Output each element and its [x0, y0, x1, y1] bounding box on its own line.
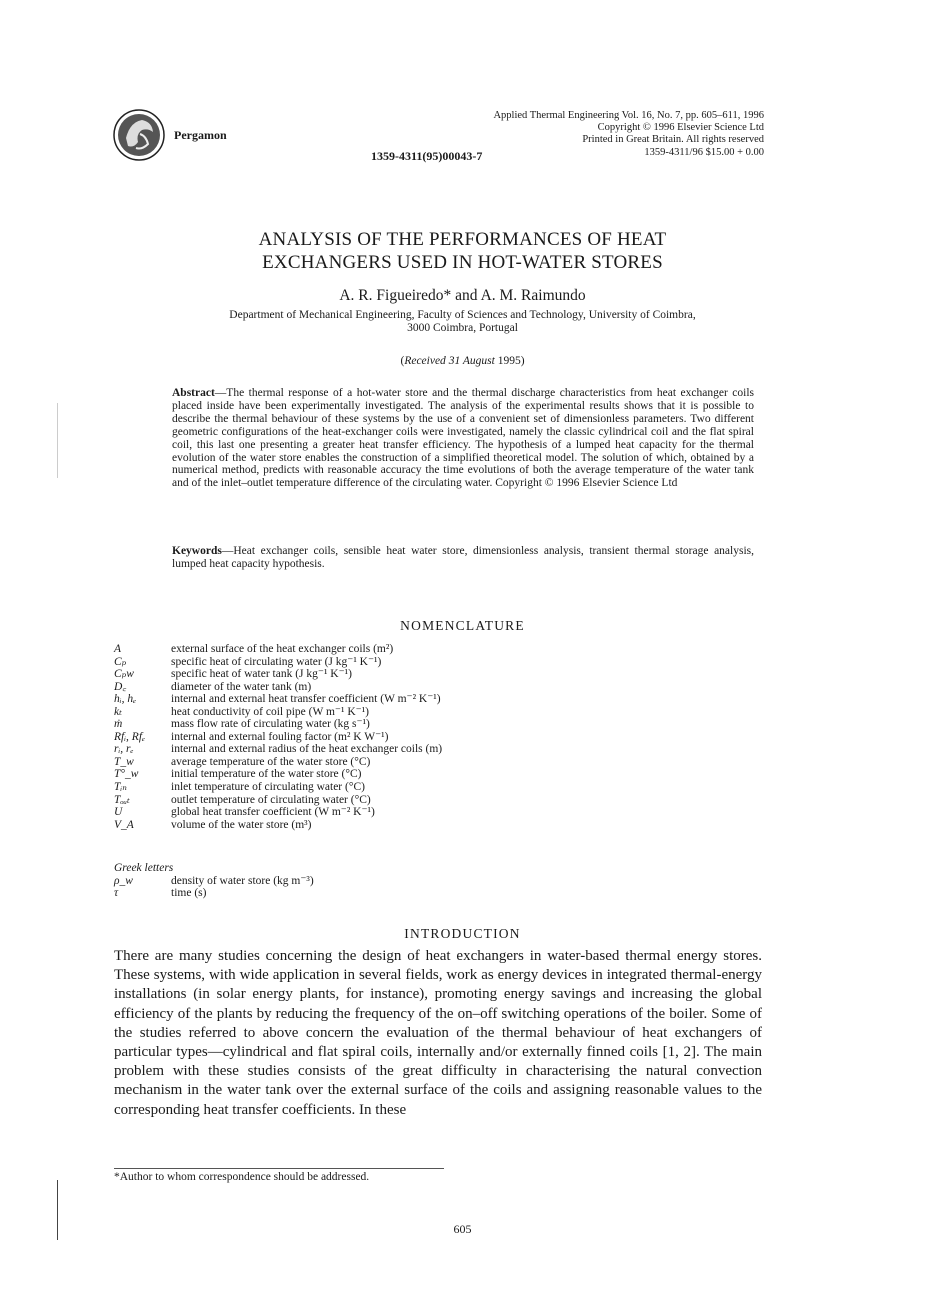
symbol: A [114, 643, 122, 655]
abstract-text: The thermal response of a hot-water store and the thermal discharge characteristics from heat exchanger coils placed inside have been experimentally investigated. The analysis of the experimental results shows that it is possible to describe the thermal behaviour of these systems by the use of a convenient set of dimensionless parameters. Two different geometric configurations of the heat-exchanger coils were investigated, namely the classic cylindrical coil and the flat spiral coil, this last one presenting a greater heat transfer efficiency. The hypothesis of a lumped heat capacity for the thermal evolution of the water store enables the construction of a simplified theoretical model. The solution of which, obtained by a numerical method, predicts with reasonable accuracy the time evolutions of both the average temperature of the water tank and of the inlet–outlet temperature difference of the circulating water. Copyright © 1996 Elsevier Science Ltd [172, 387, 754, 490]
article-id: 1359-4311(95)00043-7 [371, 149, 483, 163]
definition: mass flow rate of circulating water (kg s⁻¹) [171, 718, 370, 731]
symbol: τ [114, 887, 119, 900]
affiliation [170, 309, 755, 335]
nomenclature-row [114, 743, 442, 756]
symbol: Tₒᵤₜ [114, 793, 130, 806]
definition: global heat transfer coefficient (W m⁻² K⁻¹) [171, 806, 375, 819]
greek-row [114, 875, 314, 888]
definition: volume of the water store (m³) [171, 818, 312, 831]
affiliation-line-2: 3000 Coimbra, Portugal [407, 322, 518, 334]
definition: external surface of the heat exchanger coils (m²) [171, 643, 394, 655]
footnote-rule [114, 1168, 444, 1169]
symbol: Cₚ [114, 655, 127, 668]
introduction-heading: INTRODUCTION [404, 926, 521, 941]
greek-row [114, 887, 314, 900]
greek-letters [114, 862, 314, 900]
title-line-1: ANALYSIS OF THE PERFORMANCES OF HEAT [258, 229, 667, 250]
nomenclature-row [114, 794, 442, 807]
nomenclature-row [114, 819, 442, 832]
journal-citation: Applied Thermal Engineering Vol. 16, No. 7, pp. 605–611, 1996 [493, 110, 764, 121]
nomenclature-row [114, 806, 442, 819]
definition: diameter of the water tank (m) [171, 680, 312, 693]
nomenclature-heading: NOMENCLATURE [400, 618, 525, 633]
nomenclature-row [114, 718, 442, 731]
nomenclature-row [114, 681, 442, 694]
definition: internal and external radius of the heat exchanger coils (m) [171, 743, 443, 756]
symbol: T_w [114, 755, 134, 768]
journal-info [493, 110, 764, 159]
page-number: 605 [453, 1222, 472, 1236]
nomenclature-row [114, 656, 442, 669]
nomenclature-row [114, 768, 442, 781]
received-year: 1995 [497, 355, 521, 367]
keywords: Keywords—Heat exchanger coils, sensible heat water store, dimensionless analysis, transient thermal storage analysis, lumped heat capacity hypothesis. [172, 545, 754, 570]
affiliation-line-1: Department of Mechanical Engineering, Faculty of Sciences and Technology, University of Coimbra, [229, 309, 696, 321]
title-line-2: EXCHANGERS USED IN HOT-WATER STORES [262, 252, 663, 273]
symbol: U [114, 806, 123, 819]
nomenclature-row [114, 756, 442, 769]
publisher-name: Pergamon [174, 128, 227, 142]
symbol: Tᵢₙ [114, 781, 127, 794]
definition: initial temperature of the water store (°C) [171, 768, 362, 781]
symbol: ṁ [114, 718, 123, 731]
nomenclature-row [114, 706, 442, 719]
keywords-text: Heat exchanger coils, sensible heat water store, dimensionless analysis, transient thermal storage analysis, lumped heat capacity hypothesis. [172, 545, 754, 570]
definition: density of water store (kg m⁻³) [171, 874, 314, 887]
nomenclature-row [114, 731, 442, 744]
symbol: Rfᵢ, Rfₑ [114, 730, 146, 743]
symbol: hᵢ, hₑ [114, 693, 137, 706]
definition: specific heat of circulating water (J kg⁻¹ K⁻¹) [171, 655, 382, 668]
definition: internal and external heat transfer coefficient (W m⁻² K⁻¹) [171, 693, 441, 706]
nomenclature-row [114, 643, 442, 656]
authors: A. R. Figueiredo* and A. M. Raimundo [339, 287, 586, 304]
footnote: *Author to whom correspondence should be addressed. [114, 1171, 370, 1183]
paper-title [0, 228, 925, 274]
abstract-label: Abstract [172, 387, 215, 399]
scan-margin-line [57, 1180, 58, 1240]
price-line: 1359-4311/96 $15.00 + 0.00 [644, 146, 764, 158]
symbol: rᵢ, rₑ [114, 743, 134, 756]
received-day: 31 August [448, 355, 495, 367]
copyright-line: Copyright © 1996 Elsevier Science Ltd [597, 122, 764, 134]
nomenclature-row [114, 781, 442, 794]
introduction-text: There are many studies concerning the design of heat exchangers in water-based thermal energy stores. These systems, with wide application in several fields, work as energy devices in integrated thermal-energy installations (in solar energy plants, for instance), promoting energy savings and increasing the global efficiency of the plants by reducing the frequency of the on–off switching operations of the boiler. Some of the studies referred to above concern the evaluation of the thermal behaviour of heat exchangers of particular types—cylindrical and flat spiral coils, internally and/or externally finned coils [1, 2]. The main problem with these studies consists of the great difficulty in characterising the natural convection mechanism in the water tank over the external surface of the coils and assigning reasonable values to the corresponding heat transfer coefficients. In these [114, 948, 762, 1118]
symbol: kₜ [114, 705, 122, 718]
symbol: T°_w [114, 768, 139, 781]
symbol: ρ_w [114, 874, 133, 887]
symbol: V_A [114, 818, 134, 831]
definition: internal and external fouling factor (m² K W⁻¹) [171, 730, 389, 743]
pergamon-logo [112, 108, 166, 162]
nomenclature-list [114, 643, 442, 831]
keywords-label: Keywords [172, 545, 222, 557]
printed-line: Printed in Great Britain. All rights reserved [582, 134, 764, 146]
scan-margin-mark [57, 403, 58, 478]
greek-heading: Greek letters [114, 862, 174, 874]
definition: heat conductivity of coil pipe (W m⁻¹ K⁻¹) [171, 705, 369, 718]
nomenclature-row [114, 668, 442, 681]
definition: outlet temperature of circulating water (°C) [171, 793, 371, 806]
symbol: Cₚw [114, 668, 134, 681]
definition: average temperature of the water store (°C) [171, 755, 371, 768]
symbol: D꜀ [114, 680, 127, 693]
abstract: Abstract—The thermal response of a hot-water store and the thermal discharge characteristics from heat exchanger coils placed inside have been experimentally investigated. The analysis of the experimental results shows that it is possible to describe the thermal behaviour of these systems by the use of a convenient set of dimensionless parameters. Two different geometric configurations of the heat-exchanger coils were investigated, namely the classic cylindrical coil and the flat spiral coil, this last one presenting a greater heat transfer efficiency. The hypothesis of a lumped heat capacity for the thermal evolution of the water store enables the construction of a simplified theoretical model. The solution of which, obtained by a numerical method, predicts with reasonable accuracy the time evolutions of both the average temperature of the water tank and of the inlet–outlet temperature difference of the circulating water. Copyright © 1996 Elsevier Science Ltd [172, 387, 754, 490]
definition: inlet temperature of circulating water (°C) [171, 781, 365, 794]
definition: specific heat of water tank (J kg⁻¹ K⁻¹) [171, 668, 352, 681]
definition: time (s) [171, 887, 207, 900]
received-date: (Received 31 August 1995) [400, 355, 525, 367]
nomenclature-row [114, 693, 442, 706]
received-label: Received [404, 355, 446, 367]
